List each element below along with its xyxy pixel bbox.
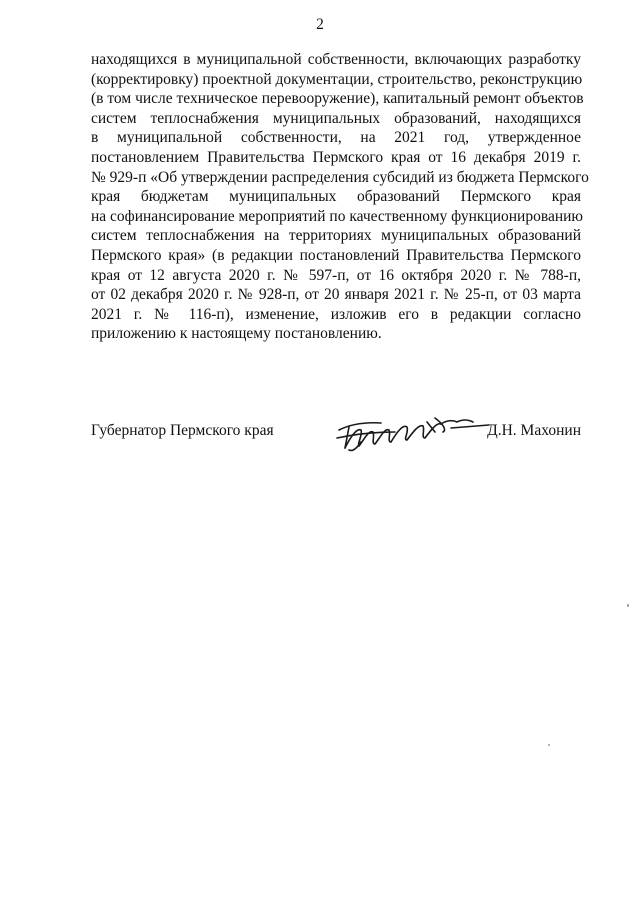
scan-speck <box>627 604 629 607</box>
body-line: приложению к настоящему постановлению. <box>91 325 382 343</box>
signer-position: Губернатор Пермского края <box>91 422 274 439</box>
signature-block <box>91 410 581 454</box>
body-text <box>91 50 589 344</box>
body-line: № 929-п «Об утверждении распределения субсидий из бюджета Пермского <box>91 168 589 186</box>
body-line: Пермского края» (в редакции постановлений Правительства Пермского <box>91 246 581 264</box>
body-line: края бюджетам муниципальных образований Пермского края <box>91 188 581 206</box>
body-line: систем теплоснабжения на территориях муниципальных образований <box>91 227 581 245</box>
body-line: находящихся в муниципальной собственности, включающих разработку <box>91 51 581 68</box>
body-line: (в том числе техническое перевооружение), капитальный ремонт объектов <box>91 90 584 108</box>
body-line: систем теплоснабжения муниципальных образований, находящихся <box>91 109 581 127</box>
body-line: в муниципальной собственности, на 2021 год, утвержденное <box>91 129 581 147</box>
page-number: 2 <box>316 16 324 33</box>
body-line: от 02 декабря 2020 г. № 928-п, от 20 января 2021 г. № 25-п, от 03 марта <box>91 286 581 304</box>
scan-speck <box>548 744 550 746</box>
body-line: (корректировку) проектной документации, строительство, реконструкцию <box>91 70 583 88</box>
body-line: края от 12 августа 2020 г. № 597-п, от 16 октября 2020 г. № 788-п, <box>91 266 581 284</box>
body-line: постановлением Правительства Пермского края от 16 декабря 2019 г. <box>91 148 581 166</box>
body-line: на софинансирование мероприятий по качественному функционированию <box>91 207 583 225</box>
handwritten-signature <box>331 410 491 454</box>
body-line: 2021 г. № 116-п), изменение, изложив его в редакции согласно <box>91 305 581 323</box>
signer-name: Д.Н. Махонин <box>487 422 581 439</box>
